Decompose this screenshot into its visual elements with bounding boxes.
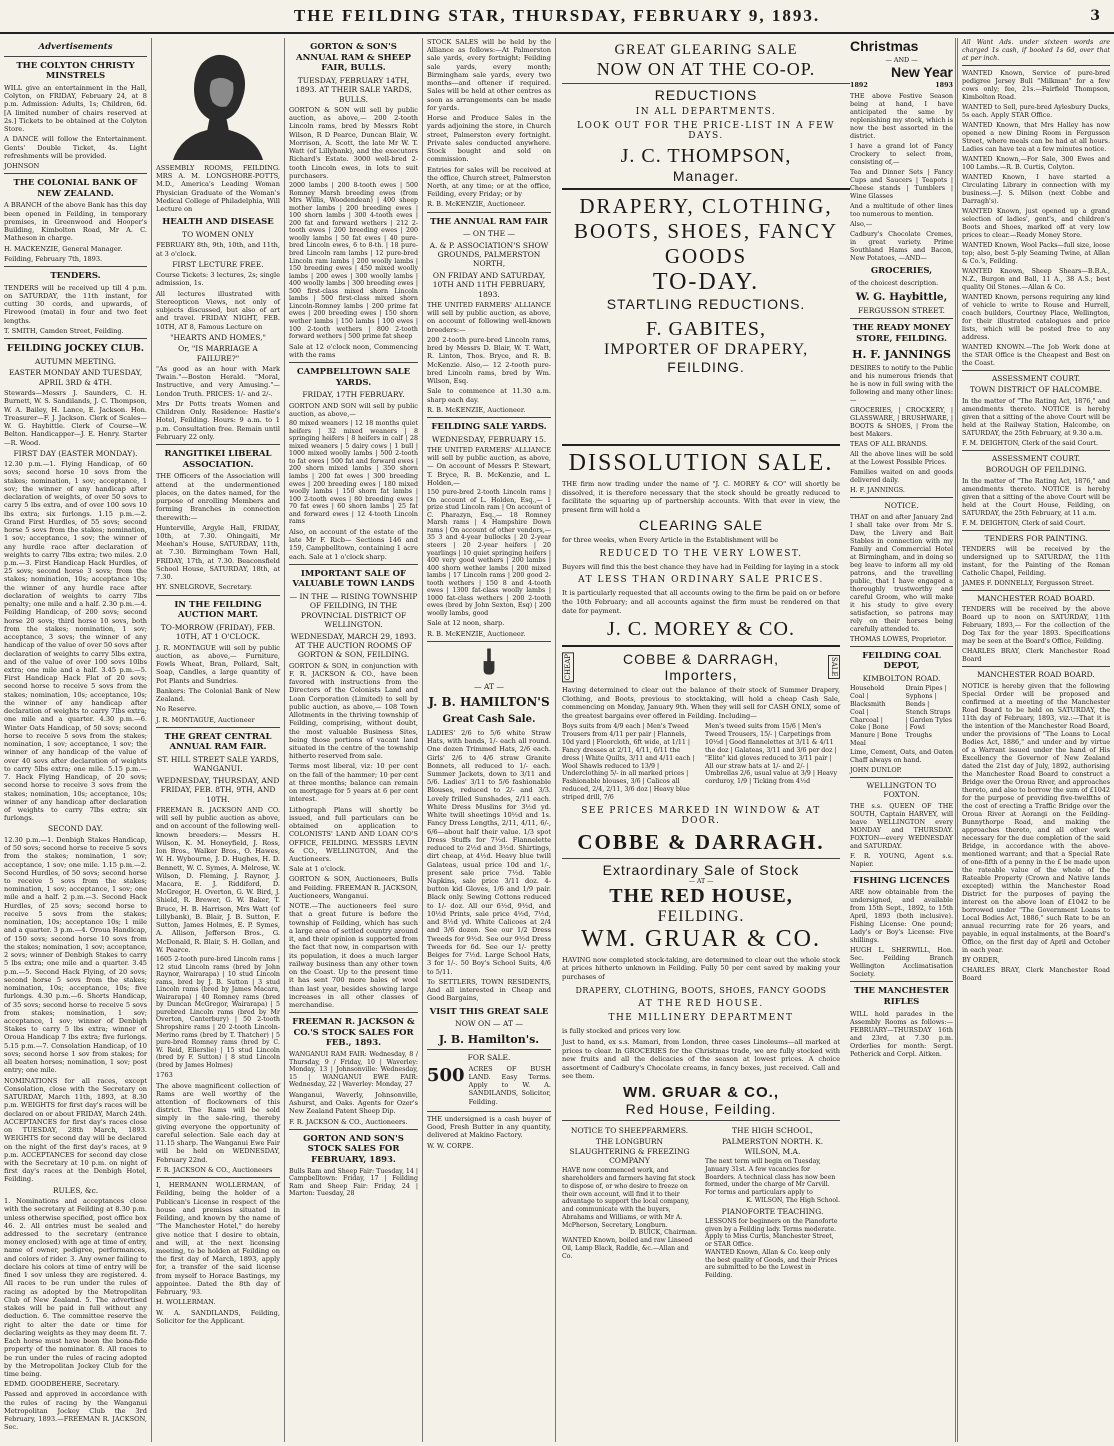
ad-subtitle: ST. HILL STREET SALE YARDS, WANGANUI. — [157, 755, 279, 774]
wanted-ad: WANTED to Sell, pure-bred Aylesbury Ducks, 5s each. Apply STAR Office. — [962, 103, 1110, 119]
ad-title: IMPORTANT SALE OF VALUABLE TOWN LANDS — [292, 568, 415, 590]
coal-list-right: Drain Pipes | Syphons | Bends | Stench Straps | Garden Tyles | Fowl Troughs — [905, 685, 952, 740]
ad-signature: R. B. McKENZIE, Auctioneer. — [427, 200, 526, 209]
today-heading: TO-DAY. — [652, 269, 760, 295]
morey-name: J. C. MOREY & CO. — [607, 618, 795, 641]
manager-title: Manager. — [672, 168, 740, 184]
ad-body: GORTON & SON will sell by public auction, as above,— 200 2-tooth Lincoln rams, bred by Messrs Robt Wilson, R D Pearce, Duncan Blair, W. Morrison, A. Scott, the late Mr W. T. Watt (of Lillybank), and the executors Richard's Estate. 3000 well-bred 2-tooth Lincoln ewes, in lots to suit purchasers. — [289, 106, 418, 180]
ad-signature: F. R. JACKSON & CO., Auctioneers — [156, 1165, 273, 1174]
ad-body: is fully stocked and prices very low. — [562, 1026, 681, 1035]
reductions-heading: REDUCTIONS — [654, 87, 758, 103]
gruar-heading: WM. GRUAR & CO. — [580, 925, 821, 952]
ad-subtitle: WEDNESDAY, THURSDAY, AND FRIDAY, FEB. 8TH, 9TH, AND 10TH. — [156, 775, 280, 804]
see-prices: SEE PRICES MARKED IN WINDOW & AT DOOR. — [581, 805, 821, 826]
ad-subtitle: — ON THE — — [463, 229, 515, 239]
ad-title: THE GREAT CENTRAL ANNUAL RAM FAIR. — [164, 731, 272, 753]
ad-title: FEILDING COAL DEPOT, — [862, 650, 941, 672]
jannings-name: H. F. JANNINGS — [852, 348, 951, 362]
red-house-feilding: Red House, Feilding. — [625, 1100, 777, 1117]
year-1893: 1893 — [935, 81, 953, 89]
wanted-ad: WANTED Known, that Mrs Halley has now opened a new Dining Room in Fergusson Street, where meals can be had at all hours. Ladies can have tea at a few minutes notice. — [962, 121, 1110, 153]
gleaning-sale-heading: GREAT GLEARING SALE — [614, 42, 798, 58]
all-departments: IN ALL DEPARTMENTS. — [635, 107, 777, 117]
ad-subtitle: TUESDAY, FEBRUARY 14TH, 1893. AT THEIR SALE YARDS, BULLS. — [295, 75, 412, 104]
ad-body: THE undersigned is a cash buyer of Good, Fresh Butter in any quantity, delivered at Makino Factory. — [427, 1114, 551, 1140]
ad-title: FEILDING SALE YARDS. — [431, 421, 547, 432]
feilding-heading: FEILDING. — [657, 907, 745, 925]
portrait-engraving — [164, 42, 272, 160]
ad-body: "As good as an hour with Mark Twain."—Boston Herald. "Moral, Instructive, and very Amusing."—London Truth. PRICES: 1/- and 2/-. — [156, 365, 280, 398]
drapery-sale-heading: DRAPERY, CLOTHING, BOOTS, SHOES, FANCY GOODS — [574, 194, 838, 268]
lot-list: 1605 2-tooth pure-bred Lincoln rams | 12 stud Lincoln rams (bred by John Raynor, Wairarapa) | 10 stud Lincoln rams, bred by J. B. Sutton | 3 stud Lincoln rams (bred by James Macara, Wairarapa) | 40 Romney rams (bred by Duncan McGregor, Wairarapa) | 5 purebred Lincoln rams (bred by Mr Overton, Canterbury) | 50 2-tooth Shropshire rams | 20 2-tooth Lincoln-Merino rams (bred by T. Thatcher) | 5 pure-bred Romney rams (bred by C. W. Reid, Ellerslie) | 15 stud Lincoln (bred by F. Sutton) | 8 stud Lincoln (bred by James Holmes) — [156, 956, 280, 1069]
ad-body: FREEMAN R. JACKSON AND CO. will sell by public auction as above, and on account of the following well-known breeders:— Messrs H. Wilson, K. M. Honeyfield, J. Ross, Ion Bros., Walker Bros., O. Hawes, W. H. Wybourne, J. D. Hughes, H. D. Bennett, W. C. Symes, A. Melrose, W. Wilson, D. Fleming, J. Raynor, J. Macara, E. J. Riddiford, D. McGregor, H. Overton, G. W. Bird, J. Shield, R. Brewer, G. W. Baker, T. Bruce, H. B. Harrison, Mrs Watt (of Lillybank), B. Blair, J. B. Sutton, F. Sutton, James Holmes, E. P. Symes, A. Allison, Jefferson Bros., G. McDonald, R. Blair, S. H. Gollan, and W. Pearce. — [156, 805, 280, 954]
ad-body: STOCK SALES will be held by the Alliance as follows:—At Palmerston sale yards, every fortnight; Feilding sale yards, every month; Birmingham sale yards, every two months—and oftener if required. Sales will be held at other centres as soon as arrangements can be made for yards. — [427, 38, 551, 112]
ad-body: NOTE.—The auctioneers feel sure that a great future is before the township of Feilding, which has such a large area of settled country around it, and their opinion is supported from the fact that now, in comparison with its population, it does a much larger railway business than any other town on the Coast. Up to the present time it has sent 700 more bales of wool than last year, besides showing large increases in all other classes of merchandise. — [289, 902, 418, 1009]
ad-body: Sale at 12 o'clock noon, Commencing with the rams — [289, 342, 418, 359]
lot-list: 80 mixed weaners | 12 18 months quiet heifers | 32 mixed weaners | 8 springing heifers | 8 heifers in calf | 28 mixed weaners | 5 dairy cows | 1 bull | 1000 mixed woolly lambs | 500 2-tooth to fat ewes | 500 fat and forward ewes | 200 shorn mixed lambs | 350 shorn lambs | 200 fat ewes | 300 breeding ewes | 200 breeding ewes | 180 mixed woolly lambs | 150 shorn fat lambs | 100 2-tooth ewes | 80 breeding ewes | 70 fat ewes | 60 shorn lambs | 25 fat and forward ewes | 12 4-tooth Lincoln rams — [289, 420, 418, 526]
price-list-notice: LOOK OUT FOR THE PRICE-LIST IN A FEW DAYS. — [576, 121, 836, 141]
ad-signature: H. WOLLERMAN. — [156, 1298, 216, 1307]
ad-title: GORTON AND SON'S STOCK SALES FOR FEBRUARY, 1893. — [303, 1133, 404, 1166]
wanted-ad: WANTED Known, I have started a Circulating Library in connection with my business.—J. S. Milson (next Cobbe and Darragh's). — [962, 173, 1110, 205]
ad-body: Entries for sales will be received at the office, Church street, Palmerston North, at any time; or at the office, Feilding, every Friday; or by — [427, 165, 551, 199]
at-red-house: AT THE RED HOUSE. — [638, 998, 764, 1009]
ad-title: THE MANCHESTER RIFLES — [854, 986, 949, 1007]
ad-subtitle: FRIDAY, 17TH FEBRUARY. — [302, 390, 405, 400]
small-ads-rates: All Want Ads. under sixteen words are charged 1s cash, if booked 1s 6d, over that at per inch. — [962, 38, 1110, 62]
ad-body: NOMINATIONS for all races, except Consolation, close with the Secretary on SATURDAY, March 11th, 1893, at 8.30 p.m. WEIGHTS for first day's races will be declared on or about FRIDAY, March 24th. ACCEPTANCES for first day's races close on TUESDAY, 28th March, 1893. WEIGHTS for second day will be declared on the night of the first day's races, at 9 p.m. ACCEPTANCES for second day close with the Secretary at 10 p.m. on night of first day's races at the Denbigh Hotel, Feilding. — [4, 1076, 147, 1184]
ad-body: 12.30 p.m.—1. Flying Handicap, of 60 sovs; second horse 10 sovs from the stakes; nomination, 1 sov; acceptance, 1 sov; the winner of any handicap after declaration of weights, of over 50 sovs to carry 5 lbs extra, and of over 100 sovs 10 lbs extra; six furlongs. 1.15 p.m.—2. Grand First Hurdles, of 55 sovs; second horse 5 sovs from the stakes; nomination, 1 sov; acceptance, 1 sov; the winner of any hurdle race after declaration of weights to carry 7lbs extra; two miles. 2.0 p.m.—3. First Handicap Hack Hurdles, of 25 sovs; second horse 3 sovs; from the stakes; nomination, 10s; acceptance 10s; the winner of any hurdle race after declaration of weights to carry 7lbs penalty; one mile and a half. 2.30 p.m.—4. Feilding Handicap, of 200 sovs; second horse 20 sovs; third horse 10 sovs, both from the stakes; nomination, 1 sov; acceptance, 3 sovs; the winner of any handicap of the value of over 50 sovs after declaration of weights to carry 5lbs extra, and of the value of over 100 sovs 10lbs extra; one mile and a half. 3.45 p.m.—5. First Handicap Hack Flat of 20 sovs; second horse to receive 5 sovs from the stakes; nomination, 10s; acceptance, 10s; the winner of any handicap after declaration of weights to carry 7lbs extra; one mile and a quarter. 4.30 p.m.—6. Winter Oats Handicap, of 50 sovs; second horse to receive 5 sovs from the stakes; nomination, 1 sov; acceptance, 1 sov; the winner of any handicap of the value of over 40 sovs after declaration of weights to carry 5lbs extra; one mile. 5.15 p.m.—7. Hack Flying Handicap, of 20 sovs; second horse to receive 3 sovs from the stakes; nomination, 10s; acceptance, 10s; winner of any handicap after declaration of weights to carry 7lbs extra; six furlongs. — [4, 460, 147, 823]
ad-body: In the matter of "The Rating Act, 1876," and amendments thereto. NOTICE is hereby given that a sitting of the above Court will be held at the Railway Station, Halcombe, on SATURDAY, the 25th February, at 9.30 a.m. — [962, 396, 1110, 437]
ad-title: CAMPBELLTOWN SALE YARDS. — [296, 367, 411, 388]
ad-body: for three weeks, when Every Article in the Establishment will be — [562, 536, 779, 545]
ad-body: Wanganui, Waverly, Johnsonville, Ashurst, and Oaks. Agents for Ozer's New Zealand Patent Sheep Dip. — [289, 1090, 418, 1116]
at-divider: — AT — — [688, 877, 714, 885]
ad-subtitle: TO WOMEN ONLY — [182, 230, 254, 240]
ad-body: TENDERS will be received by the undersigned up to SATURDAY, the 11th instant, for the Painting of the Roman Catholic Chapel, Feilding. — [962, 544, 1110, 577]
column-6 — [846, 38, 958, 1442]
ad-subtitle: BOROUGH OF FEILDING. — [985, 465, 1087, 475]
ad-title: THE READY MONEY STORE, FEILDING. — [852, 323, 951, 344]
section-heading: Advertisements — [38, 42, 113, 52]
ad-subtitle: ASSESSMENT COURT. — [991, 453, 1081, 463]
drapery-line: DRAPERY, CLOTHING, BOOTS, SHOES, FANCY GOODS — [575, 985, 827, 995]
ad-body: of the choicest description. — [850, 278, 939, 287]
ad-subtitle: WEDNESDAY, MARCH 29, 1893. AT THE AUCTION ROOMS OF GORTON & SON, FEILDING. — [290, 631, 417, 660]
groceries-heading: GROCERIES, — [870, 266, 933, 276]
ad-body: Sale at 1 o'clock. — [289, 865, 346, 874]
ad-subtitle: PIANOFORTE TEACHING. — [721, 1206, 824, 1216]
ad-title: RANGITIKEI LIBERAL ASSOCIATION. — [164, 449, 272, 470]
gabites-name: F. GABITES, — [646, 318, 766, 340]
ad-signature: JOHN DUNLOP. — [850, 766, 902, 774]
ad-title: GORTON & SON'S ANNUAL RAM & SHEEP FAIR, BULLS. — [296, 42, 411, 74]
ad-subtitle: — AT — — [474, 681, 504, 691]
ad-subtitle: NOW ON — AT — — [455, 1019, 523, 1029]
ad-body: GORTON AND SON will sell by public auction, as above,— — [289, 401, 418, 418]
ad-signature: THOMAS LOWES, Proprietor. — [850, 634, 947, 643]
ad-body: Passed and approved in accordance with the rules of racing by the Wanganui Metropolitan Jockey Club the 3rd February, 1893.—FREEMAN R. JACKSON, Sec. — [4, 1390, 147, 1432]
christmas-heading: Christmas — [850, 38, 919, 54]
wanted-ad: WANTED Known, Wool Packs—full size, loose top; also, best 5-ply Seaming Twine, at Allan & Co.'s, Feilding. — [962, 241, 1110, 265]
ad-body: No Reserve. — [156, 705, 197, 714]
column-7 — [958, 38, 1114, 1442]
ad-subtitle: WEDNESDAY, FEBRUARY 15. — [431, 434, 547, 444]
ad-subtitle: — IN THE — RISING TOWNSHIP OF FEILDING, IN THE PROVINCIAL DISTRICT OF WELLINGTON. — [289, 592, 418, 630]
red-house-heading: THE RED HOUSE, — [609, 884, 793, 907]
lot-list: 150 pure-bred 2-tooth Lincoln rams | On account of L. Holden, Esq.,— 1 prize stud Lincoln ram | On account of C. Pharazyn, Esq.,— 18 Romney Marsh rams | 4 Hampshire Down rams | On account of other vendors,— 35 3 and 4-year bullocks | 20 2-year steers | 20 2-year heifers | 20 yearlings | 10 quiet springing heifers | 400 very good wethers | 200 lambs | 400 shorn wether lambs | 200 mixed lambs | 17 Lincoln rams | 200 good 2-tooth wethers | 150 8 and 4-tooth ewes | 1300 fat-class woolly lambs | 1000 fat-class wethers | 200 2-tooth ewes (bred by John Sexton, Esq) | 200 woolly lambs, good — [427, 489, 551, 617]
ad-subtitle: ASSESSMENT COURT. — [991, 374, 1081, 383]
ad-signature: J. R. MONTAGUE, Auctioneer — [156, 715, 255, 724]
ad-signature: JOHNSON — [4, 161, 40, 170]
ad-signature: H. MACKENZIE, General Manager. — [4, 244, 123, 253]
ad-body: Stewards—Messrs J. Saunders, C. H. Burnett, W. S. Sandilands, J. C. Thompson, W. A. Bailey, H. Lance, E. Jackson. Hon. Treasurer—F. J. Jackson. Clerk of Scales—W. G. Haybittle. Clerk of Course—W. Belton. Handicapper—J. E. Henry. Starter—R. Wood. — [4, 389, 147, 447]
wanted-ad: WANTED Known, Service of pure-bred pedigree Jersey Bull "Milkman" for a few cows only; fee, 21s.—Fairfield Thompson, Kimbolton Road. — [962, 69, 1110, 101]
ad-subtitle: NOTICE TO SHEEPFARMERS. — [570, 1125, 689, 1135]
ad-body: TENDERS will be received up till 4 p.m. on SATURDAY, the 11th instant, for cutting 30 cords, and upwards, of Firewood (matai) in four and two feet lengths. — [4, 283, 147, 325]
ad-body: A BRANCH of the above Bank has this day been opened in Feilding, in temporary premises, in Greenwood and Hooper's Building, Kimbolton Road, Mr A. C. Matheson in charge. — [4, 201, 147, 243]
page-number: 3 — [1090, 8, 1100, 24]
feilding-heading: FEILDING. — [667, 359, 745, 375]
newspaper-title: THE FEILDING STAR, THURSDAY, FEBRUARY 9, 1893. — [293, 6, 821, 25]
ad-body: All the above lines will be sold at the Lowest Possible Prices. — [850, 450, 953, 467]
ad-title: IN THE FEILDING AUCTION MART. — [174, 599, 262, 621]
less-than-heading: AT LESS THAN ORDINARY SALE PRICES. — [578, 575, 824, 586]
ad-body: HAVE now commenced work, and shareholders and farmers having fat stock to dispose of, or who desire to freeze on their own account, will find it to their advantage to support the local company, and communicate with the buyers, Abrahams and Williams, or with Mr A. McPherson, Secretary, Longburn. — [562, 1167, 696, 1229]
ad-body: THE s.s. QUEEN OF THE SOUTH, Captain HARVEY, will leave WELLINGTON every MONDAY and THURSDAY. FOXTON—every WEDNESDAY and SATURDAY. — [850, 801, 953, 850]
dissolution-ad — [556, 440, 846, 1280]
ad-signature: HUGH L. SHERWILL, Hon. Sec. Feilding Branch Wellington Acclimatisation Society. — [850, 946, 953, 979]
cobbe-list-left: Boys suits from 4/9 each | Men's Tweed Trousers from 4/11 per pair | Flannels, 10d yard | Floorcloth, 6ft wide, at 1/11 | Fancy dresses at 2/11, 4/11, 6/11 the dress | White Quilts, 3/11 and 4/11 each | Wool Shawls reduced to 13/9 | Underclothing 5/- in all marked prices | Fashionable blouses, 3/6 | Calicos all reduced, 2/4, 2/11, 3/6 doz | Heavy blue striped drill, 7/6 — [562, 723, 695, 802]
ad-subtitle: TENDERS FOR PAINTING. — [984, 533, 1088, 543]
ad-subtitle: FIRST LECTURE FREE. — [172, 259, 264, 269]
ad-subtitle: KIMBOLTON ROAD. — [862, 673, 941, 683]
ad-body: It is particularly requested that all accounts owing to the firm be paid on or before the 10th February; and all accounts against the firm must be rendered on that date for payment. — [562, 589, 840, 615]
ad-subtitle: THE HIGH SCHOOL, — [732, 1125, 813, 1135]
ad-body: I, HERMANN WOLLERMAN, of Feilding, being the holder of a Publican's License in respect of the house and premises situated in Feilding, and known by the name of "The Manchester Hotel," do hereby give notice that I desire to obtain, and will, at the next licensing meeting, to be holden at Feilding on the first day of March, 1893, apply for, a transfer of the said license from myself to Horace Bastings, my appointee. Dated the 8th day of February, '93. — [156, 1181, 280, 1297]
ad-body: The next term will begin on Tuesday, January 31st. A few vacancies for Boarders. A technical class has now been formed, under the charge of Mr Carvill. For terms and particulars apply to — [705, 1158, 836, 1197]
ad-subtitle: NOTICE. — [884, 501, 919, 511]
ad-title: FEILDING JOCKEY CLUB. — [6, 343, 145, 355]
ad-body: W. A. SANDILANDS, Feilding, Solicitor for the Applicant. — [156, 1308, 280, 1325]
ad-subtitle: EASTER MONDAY AND TUESDAY, APRIL 3RD & 4TH. — [8, 368, 143, 387]
startling-heading: STARTLING REDUCTIONS. — [606, 296, 806, 312]
ad-body: Also, on account of the estate of the late Mr F. Ricb— Sections 146 and 159, Campbelltown, containing 1 acre each. Sale at 1 o'clock sharp. — [289, 527, 418, 561]
extraordinary-heading: Extraordinary Sale of Stock — [602, 861, 800, 878]
ad-body: TEAS OF ALL BRANDS. — [850, 440, 928, 449]
ad-body: Lime, Cement, Oats, and Oaten Chaff always on hand. — [850, 748, 953, 764]
ad-body: BY ORDER, — [962, 955, 1000, 964]
sale-schedule: WANGANUI RAM FAIR: Wednesday, 8 / Thursday, 9 / Friday, 10 | Waverley: Monday, 13 | Johnsonville: Wednesday, 15 | WANGANUI EWE FAIR: Wednesday, 22 | Waverley: Monday, 27 — [289, 1051, 418, 1089]
ad-body: J. R. MONTAGUE will sell by public auction, as above,— Furniture, Fowls Wheat, Bran, Pollard, Salt, Soap, Candles, a large quantity of Pot Plants and Sundries. — [156, 643, 280, 685]
sale-side-label: SALE — [830, 657, 838, 677]
lot-list: 200 2-tooth pure-bred Lincoln rams, bred by Messrs D. Blair, W. T. Watt, R. Linton, Thos. Bryce, and R. B. McKenzie. Also,— 12 2-tooth pure-bred Lincoln rams, bred by Wm. Wilson, Esq. — [427, 335, 551, 386]
ad-title: Great Cash Sale. — [442, 714, 536, 726]
ad-title: THE ANNUAL RAM FAIR — [430, 216, 548, 227]
ad-body: THE above Festive Season being at hand, I have anticipated the same by replenishing my stock, which is now the best assorted in the district. — [850, 92, 953, 140]
ad-signature: GORTON & SON, Auctioneers, Bulls and Feilding. FREEMAN R. JACKSON, Auctioneers, Wanganui. — [289, 875, 418, 900]
ad-body: Bankers: The Colonial Bank of New Zealand. — [156, 686, 280, 704]
wanted-ad: WANTED Known, boiled and raw Linseed Oil, Lamp Black, Raddle, &c.—Allan and Co. — [562, 1237, 693, 1260]
new-year-heading: New Year — [890, 63, 953, 80]
ad-signature: K. WILSON, The High School. — [746, 1196, 840, 1204]
cheap-side-label: CHEAP — [564, 653, 572, 681]
coop-heading: NOW ON AT THE CO-OP. — [596, 59, 816, 79]
cobbe-darragh-heading: COBBE & DARRAGH. — [577, 829, 825, 854]
ad-signature: F. M. DEIGHTON, Clerk of said Court. — [962, 518, 1086, 527]
ad-title: J. B. Hamilton's. — [438, 1032, 540, 1046]
ad-signature: HY. SNELGROVE, Secretary. — [156, 583, 253, 592]
ad-body: Course Tickets: 3 lectures, 2s; single admission, 1s. — [156, 271, 280, 288]
ad-body: Sale at 12 noon, sharp. — [427, 619, 505, 628]
ad-body: HAVING now completed stock-taking, are determined to clear out the whole stock at prices hitherto unknown in Feilding. Fully 50 per cent saved by making your purchases of — [562, 955, 840, 982]
ad-signature: R. B. McKENZIE, Auctioneer. — [427, 405, 526, 414]
ad-subtitle: Or, "IS MARRIAGE A FAILURE?" — [178, 344, 258, 363]
masthead — [0, 0, 1114, 34]
ad-subtitle: RULES, &c. — [52, 1185, 99, 1195]
wanted-ad: WANTED KNOWN.—The Job Work done at the STAR Office is the Cheapest and Best on the Coast. — [962, 343, 1110, 367]
wanted-ad: WANTED Known,—For Sale, 300 Ewes and 100 Lambs.—R. B. Curtis, Colyton. — [962, 155, 1110, 171]
ad-body: Cadbury's Chocolate Cremes, in great variety. Prime Southland Hams and Bacon, New Potatoes, —AND— — [850, 230, 953, 262]
ad-body: FEBRUARY 8th, 9th, 10th, and 11th, at 3 o'clock. — [156, 241, 280, 258]
ad-body: Buyers will find this the best chance they have had in Feilding for laying in a stock — [562, 562, 839, 571]
lot-total: 1763 — [156, 1071, 173, 1080]
ad-subtitle: TO-MORROW (FRIDAY), FEB. 10TH, AT 1 O'CLOCK. — [160, 622, 276, 642]
and-divider: — AND — — [885, 55, 918, 64]
ad-subtitle: AUTUMN MEETING. — [35, 357, 116, 367]
ad-body: All lectures illustrated with Stereopticon Views, not only of subjects discussed, but also of art and travel. FRIDAY NIGHT, FEB. 10TH, AT 8, Famous Lecture on — [156, 289, 280, 331]
gruar-co-heading: WM. GRUAR & CO., — [623, 1083, 779, 1101]
ad-title: FREEMAN R. JACKSON & CO.'S STOCK SALES FOR FEB., 1893. — [292, 1017, 415, 1049]
ad-body: A DANCE will follow the Entertainment. Gents' Double Ticket, 4s. Light refreshments will be provided. — [4, 135, 147, 160]
ad-title: THE COLONIAL BANK OF NEW ZEALAND. — [13, 178, 138, 199]
ad-body: Lithograph Plans will shortly be issued, and full particulars can be obtained on application to COLONISTS' LAND AND LOAN CO'S OFFICE, FEILDING. MESSRS LEVIN & CO., WELLINGTON, And the Auctioneers. — [289, 805, 418, 864]
ad-subtitle: THE LONGBURN SLAUGHTERING & FREEZING COMPANY — [569, 1137, 690, 1166]
coal-list-left: Household Coal | Blacksmith Coal | Charcoal | Coke | Bone Manure | Bone Meal — [850, 685, 898, 748]
ad-date: Feilding, February 7th, 1893. — [4, 254, 103, 263]
acreage-number: 500 — [427, 1064, 465, 1086]
ad-body: ARE now obtainable from the undersigned, and available from 15th Sept., 1892, to 15th April, 1893 (both inclusive). Fishing License: One pound; Lady's or Boy's License: Five shillings. — [850, 888, 953, 945]
ad-body: NOTICE is hereby given that the following Special Order will be proposed and confirmed at a meeting of the Manchester Road Board to be held on SATURDAY, the 11th day of February, 1893, viz.:—That it is the intention of the Manchester Road Board, under the provisions of "The Loans to Local Bodies Act, 1886," and under and by virtue of a Warrant issued under the hand of His Excellency the Governor of New Zealand dated the 21st day of July, 1892, authorising the Manchester Road Board to construct a Bridge over the Oroua River, and approaches thereto, and also to borrow the sum of £1042 for the purpose of providing five-twelfths of the cost of erecting a Traffic Bridge over the Oroua River at Aorangi on the Feilding-Bunnythorpe Road, and making the approaches thereto, and all other work necessary for the due completion of the said Bridge, in accordance with the above-mentioned warrant; and that a Special Rate of one-fifth of a penny in the £ be made upon the rateable value of the whole of the Rateable Property (Crown and Native lands excepted) within the Manchester Road District for the purposes of paying the interest on the above loan of £1042 to be borrowed under "The Government Loans to Local Bodies Act, 1886," such Rate to be an annual recurring rate for 26 years, and payable, in equal instalments, at the Board's Office, on the first day of April and October in each year. — [962, 681, 1110, 954]
ad-body: THE Officers of the Association will attend at the undermentioned places, on the dates named, for the purpose of enrolling Members and forming Branches in connection therewith:— — [156, 472, 280, 522]
clearing-heading: CLEARING SALE — [638, 517, 764, 534]
column-4 — [423, 38, 556, 1442]
ad-body: And a multitude of other lines too numerous to mention. — [850, 202, 953, 218]
ad-subtitle: WELLINGTON TO FOXTON. — [866, 781, 937, 800]
ad-body: THE UNITED FARMERS' ALLIANCE will sell by public auction, as above,— On account of Messrs P. Stewart, T. Bryce, R. B. McKenzie, and L. Holden,— — [427, 445, 551, 487]
reduced-heading: REDUCED TO THE VERY LOWEST. — [599, 548, 803, 559]
thompson-name: J. C. THOMPSON, — [620, 145, 792, 167]
ad-signature: F. R. JACKSON & CO., Auctioneers. — [289, 1117, 408, 1126]
ad-body: THE UNITED FARMERS' ALLIANCE will sell by public auction, as above, on account of following well-known breeders:— — [427, 300, 551, 334]
ad-subtitle: SECOND DAY. — [48, 824, 103, 834]
haybittle-name: W. G. Haybittle, — [855, 290, 948, 303]
column-1 — [0, 38, 152, 1442]
ad-subtitle: MANCHESTER ROAD BOARD. — [977, 593, 1095, 603]
ad-signature: H. F. JANNINGS. — [850, 486, 905, 495]
ad-body: Sale to commence at 11.30 a.m. sharp each day. — [427, 387, 551, 404]
ad-subtitle: TOWN DISTRICT OF HALCOMBE. — [969, 385, 1103, 395]
ad-subtitle: A. & P. ASSOCIATION'S SHOW GROUNDS, PALMERSTON NORTH, — [429, 240, 549, 269]
ad-body: Just to hand, ex s.s. Mamari, from London, three cases Linoleums—all marked at prices to clear. In GROCERIES for the Christmas trade, we are fully stocked with new fruits and all the delicacies of the season at lowest prices. A choice assortment of Cadbury's Chocolate creams, in fancy boxes, just received. Call and see them. — [562, 1038, 840, 1081]
ad-body: In the matter of "The Rating Act, 1876," and amendments thereto. NOTICE is hereby given that a sitting of the above Court will be held at the Court House, Feilding, on SATURDAY, the 25th February, at 11 a.m. — [962, 476, 1110, 517]
ad-body: I have a grand lot of Fancy Crockery to select from, consisting of,— — [850, 142, 953, 166]
lot-list: 2000 lambs | 200 8-tooth ewes | 500 Romney Marsh breeding ewes (from Mrs Willis, Woodendean) | 400 sheep mother lambs | 200 breeding ewes | 100 shorn lambs | 300 4-tooth ewes | 200 fat and forward wethers | 212 2-tooth ewes | 200 breeding ewes | 200 woolly lambs | 50 fat ewes | 40 pure-bred Lincoln ewes, 6 to 8-th. | 18 pure-bred Lincoln ram lambs | 12 pure-bred Lincoln ram lambs | 200 woolly lambs | 150 breeding ewes | 450 mixed woolly lambs | 200 ewes | 300 woolly lambs | 400 woolly lambs | 300 breeding ewes | 500 first-class mixed shorn Lincoln lambs | 500 first-class mixed shorn Lincoln-Romney lambs | 200 prime fat ewes | 200 breeding ewes | 150 shorn wether lambs | 150 lambs | 100 ewes | 100 2-tooth wethers | 800 2-tooth forward wethers | 500 prime fat sheep — [289, 182, 418, 341]
ad-subtitle: FERGUSSON STREET. — [858, 305, 945, 315]
ad-body: Hunterville, Argyle Hall, FRIDAY, 10th, at 7.30. Ohingaiti, Mr Meehan's House, SATURDAY, 11th, at 7.30. Birmingham Town Hall, FRIDAY, 17th, at 7.30. Beaconsfield School House, SATURDAY, 18th, at 7.30. — [156, 523, 280, 582]
cobbe-heading: COBBE & DARRAGH, — [622, 651, 780, 668]
ad-body: GORTON & SON, in conjunction with F. R. JACKSON & CO., have been favored with instructions from the Directors of the Colonists Land and Loan Corporation (Limited) to sell by public auction, as above,— 108 Town Allotments in the thriving township of Feilding, comprising, without doubt, the most valuable Business Sites, being those portions of vacant land situated in the centre of the township hitherto reserved from sale. — [289, 661, 418, 761]
ad-body: WILL hold parades in the Assembly Rooms as follows:— FEBRUARY—THURSDAY 16th and 23rd, at 7.30 p.m. Orderlies for month: Sergt. Petherick and Corpl. Aitken. — [850, 1009, 953, 1058]
ad-body: 1. Nominations and acceptances close with the secretary at Feilding at 8.30 p.m. unless otherwise specified, post office box 46. 2. All entries must be sealed and addressed to the secretary (entrance money enclosed) with age at time of entry, name of owner, pedigree, performances, and colors of rider. 3. Any owner failing to declare his colors at time of entry will be fined 1 sov unless they are registered. 4. All races to be run under the rules of racing as adopted by the Metropolitan Club of New Zealand. 5. The advertised stakes will be paid in full without any deduction. 6. The committee reserve the right to alter the date or time for declaring weights as they may deem fit. 7. Each horse must have been the bona-fide property of the nominator. 8. All races to be run under the rules of racing adopted by the Metropolitan Jockey Club for the time being. — [4, 1197, 147, 1378]
ad-signature: EDMD. GOODBEHERE, Secretary. — [4, 1380, 120, 1389]
ad-body: Families waited on and goods delivered daily. — [850, 468, 953, 485]
ad-body: The above magnificent collection of Rams are well worthy of the attention of flockowners of this district. The Rams will be sold simply in the sale-ring, thereby giving everyone the opportunity of careful selection. Sale each day at 11.15 sharp. The Wanganui Ewe Fair will be held on WEDNESDAY, February 22nd. — [156, 1081, 280, 1164]
wanted-ad: WANTED Known, just opened up a grand selection of ladies', gent's, and children's Boots and Shoes, marked off at very low prices to clear.—Ready Money Store. — [962, 207, 1110, 239]
ad-body: LADIES' 2/6 to 5/6 white Straw Hats, with bands, 1/- each all round. One dozen Trimmed Hats, 2/6 each. Girls' 2/6 to 4/6 straw Granite Bonnets, all reduced to 1/- each. Summer Jackets, down to 3/11 and 5/6. Ladies' 3/11 to 5/6 fashionable Blouses, reduced to 2/- and 3/3. Lovely frilled Sunshades, 2/11 each. White Dress Muslins for 3½d yd. White twill sheetings 10½d and 1s. Fancy Dress Lengths, 2/11, 4/11, 6/-, 6/6—about half their value. 1/3 spot Dress Stuffs for 7½d. Flannelette reduced to 2½d and 3½d. Shirtings, dirt cheap, at 4½d. Heavy blue twill Galateas, usual price 10d and 1/-, present sale price 7½d. Table Napkins, sale price 3/11 doz. 4-button kid Gloves, 1/6 and 1/9 pair. Black only. Sewing Cottons reduced to 1/- doz. All our 6½d, 9½d, and 10½d Prints, sale price 4½d, 7½d, and 8½d yd. White Calicoes at 2/4 and 3/6 dozen. See our 1/2 Dress Tweeds for 9½d. See our 9½d Dress Tweeds for 6d. See our 1/- pretty Beiges for 7½d. Large School Hats, 3 for 1/-. 50 Boy's School Suits, 4/6 to 5/11. — [427, 728, 551, 976]
wanted-ad: WANTED Known, persons requiring any kind of vehicle to write to Rouse and Hurrell, coach builders, Courtney Place, Wellington, for their illustrated catalogues and price lists, which will be posted free to any address. — [962, 293, 1110, 341]
item-list: GROCERIES, | CROCKERY, | GLASSWARE, | BRUSHWARE, | BOOTS & SHOES, | From the best Makers. — [850, 406, 953, 439]
ad-title: FISHING LICENCES — [853, 875, 950, 886]
ad-signature: JAMES F. DONNELLY, Fergusson Street. — [962, 578, 1094, 587]
ad-title: HEALTH AND DISEASE — [162, 217, 274, 228]
ad-subtitle: "HEARTS AND HOMES," — [170, 332, 266, 342]
ad-signature: R. B. McKENZIE, Auctioneer. — [427, 629, 526, 638]
ad-signature: CHARLES BRAY, Clerk Manchester Road Board — [962, 965, 1110, 982]
wanted-ad: WANTED Known, Allan & Co. keep only the best quality of Goods, and their Prices are submitted to be the Lowest in Feilding. — [705, 1248, 838, 1280]
ad-title: THE COLYTON CHRISTY MINSTRELS — [16, 60, 135, 82]
ad-title: TENDERS. — [50, 271, 101, 282]
ad-body: ASSEMBLY ROOMS, FEILDING. MRS A. M. LONGSHORE-POTTS, M.D., America's Leading Woman Physician Graduate of the Woman's Medical College of Philadelphia, Will Lecture on — [156, 164, 280, 214]
ad-body: To SETTLERS, TOWN RESIDENTS, And all interested in Cheap and Good Bargains, — [427, 977, 551, 1003]
pointing-hand-icon — [480, 648, 498, 676]
sale-schedule: Bulls Ram and Sheep Fair: Tuesday, 14 | Campbelltown: Friday, 17 | Feilding Ram and Sheep Fair: Friday, 24 | Marton: Tuesday, 28 — [289, 1167, 418, 1198]
ad-subtitle: MANCHESTER ROAD BOARD. — [977, 670, 1095, 680]
ad-body: LESSONS for beginners on the Pianoforte given by a Feilding lady. Terms moderate. Apply to Miss Curtis, Manchester Street, or STAR Office. — [705, 1217, 838, 1249]
ad-body: Mrs Dr Potts treats Women and Children Only. Residence: Hastie's Hotel, Feilding. Hours: 9 a.m. to 1 p.m. Consultation free. Remain until February 22 only. — [156, 399, 280, 441]
ad-signature: D. BUICK, Chairman. — [629, 1229, 697, 1237]
ad-body: WILL give an entertainment in the Hall, Colyton, on FRIDAY, February 24, at 8 p.m. Admission: Adults, 1s; Children, 6d. [A limited number of chairs reserved at 2s.] Tickets to be obtained at the Colyton Store. — [4, 83, 147, 134]
ad-subtitle: FOR SALE. — [467, 1053, 511, 1063]
column-3 — [285, 38, 423, 1442]
ad-body: DESIRES to notify to the Public and his numerous friends that he is now in full swing with the following and many other lines:— — [850, 364, 953, 405]
ad-signature: T. SMITH, Camden Street, Feilding. — [4, 326, 124, 335]
ad-body: TENDERS will be received by the above Board up to noon on SATURDAY, 11th February, 1893,— For the collection of the Dog Tax for the year 1893. Specifications may be seen at the Board's Office, Feilding. — [962, 605, 1110, 646]
ad-body: Having determined to clear out the balance of their stock of Summer Drapery, Clothing, and Boots, previous to stocktaking, will hold a cheap Cash Sale, commencing on Monday, January 9th. When they will sell for CASH ONLY, some of the greatest bargains ever offered in Feilding. Including— — [562, 686, 840, 720]
ad-body: THE firm now trading under the name of "J. C. MOREY & CO" will shortly be dissolved, it is therefore necessary that the stock should be greatly reduced to facilitate the squaring up of partnership accounts. With that ever in view, the present firm will hold a — [562, 480, 840, 514]
ad-body: Horse and Produce Sales in the yards adjoining the store, in Church street, Palmerston every fortnight. Private sales conducted anywhere. Stock bought and sold on commission. — [427, 114, 551, 164]
ad-signature: F. M. DEIGHTON, Clerk of the said Court. — [962, 438, 1099, 447]
column-2 — [152, 38, 285, 1442]
ad-subtitle: PALMERSTON NORTH. K. WILSON, M.A. — [721, 1137, 824, 1156]
millinery-heading: THE MILLINERY DEPARTMENT — [608, 1012, 794, 1023]
ad-body: ACRES OF BUSH LAND. Easy Terms. Apply to W. A. SANDILANDS, Solicitor, Feilding. — [468, 1064, 551, 1106]
cobbe-list-right: Men's tweed suits from 15/6 | Men's Tweed Trousers, 15/- | Carpetings from 10½d | Good flannelettes at 3/11 & 4/11 the doz | Galateas, 3/11 and 3/6 per doz | "Elite" kid gloves reduced to 3/11 pair | All our straw hats at 1/- and 2/- | Umbrellas 2/6, usual value at 3/9 | Heavy corduroy, 1/9 | Ticking from 4½d — [705, 723, 838, 786]
dissolution-heading: DISSOLUTION SALE. — [568, 450, 834, 476]
ad-body: THAT on and after January 2nd I shall take over from Mr S. Daw, the Livery and Bait Stables in connection with my Family and Commercial Hotel at Birmingham, and in doing so beg leave to inform all my old patrons, and the travelling public, that I have engaged a thoroughly trustworthy and careful Groom, who will make it his study to give every satisfaction, so patrons may rely on their horses being carefully attended to. — [850, 512, 953, 633]
ad-body: Also,— — [850, 220, 873, 228]
importer-heading: IMPORTER OF DRAPERY, — [603, 341, 809, 358]
ad-subtitle: FIRST DAY (EASTER MONDAY). — [13, 448, 138, 458]
ad-signature: F. R. YOUNG, Agent s.s. Napier. — [850, 851, 953, 868]
ad-body: Terms most liberal, viz: 10 per cent on the fall of the hammer; 10 per cent at three months; balance can remain on mortgage for 5 years at 6 per cent interest. — [289, 762, 418, 804]
importers-heading: Importers, — [664, 667, 738, 684]
wanted-ad: WANTED Known, Sheep Shears—B.B.A., N.Z., Burgon and Ball, 11 A., 38 A.S.; best quality Oil Stones.—Allan & Co. — [962, 267, 1110, 291]
ad-body: 12.30 p.m.—1. Denbigh Stakes Handicap, of 50 sovs; second horse to receive 5 sovs from the stakes; nomination, 1 sov; acceptance, 1 sov; one mile. 1.15 p.m.—2. Second Hurdles, of 50 sovs; second horse to receive 5 sovs from the stakes; nomination, 1 sov; acceptance, 1 sov; one mile and a half. 2 p.m.—3. Second Hack Hurdles, of 25 sovs; second horse to receive 5 sovs from the stakes; nomination, 10s; acceptance 10s; 1 mile and a quarter. 3 p.m.—4. Oroua Handicap, of 150 sovs; second horse 10 sovs from the stakes; nomination, 1 sov; acceptance, 2 sovs; winner of Denbigh Stakes to carry 5 lbs extra; one mile and a quarter. 3.45 p.m.—5. Second Hack Flying, of 20 sovs; second horse 5 sovs from the stakes; nomination, 10s; acceptance, 10s; five furlongs. 4.30 p.m.—6. Shorts Handicap, of 35 sovs; second horse to receive 5 sovs from stakes; nomination, 1 sov; acceptance, 1 sov; winner of Denbigh Stakes to carry 5 lbs extra; winner of Oroua Handicap 7 lbs extra; five furlongs. 5.15 p.m.—7. Consolation Handicap, of 10 sovs; second horse 1 sov from stakes; for all beaten horses; nomination, 1 sov; post entry; one mile. — [4, 835, 147, 1075]
item-list: Tea and Dinner Sets | Fancy Cups and Saucers | Teapots | Cheese stands | Tumblers | Wine Glasses — [850, 168, 953, 200]
ad-signature: W. W. CORPE. — [427, 1141, 474, 1150]
year-1892: 1892 — [850, 81, 868, 89]
ad-title: VISIT THIS GREAT SALE — [429, 1006, 549, 1017]
ad-signature: CHARLES BRAY, Clerk Manchester Road Board — [962, 647, 1110, 664]
ad-subtitle: ON FRIDAY AND SATURDAY, 10TH AND 11TH FEBRUARY, 1893. — [432, 270, 546, 299]
ad-title: J. B. HAMILTON'S — [428, 695, 550, 710]
